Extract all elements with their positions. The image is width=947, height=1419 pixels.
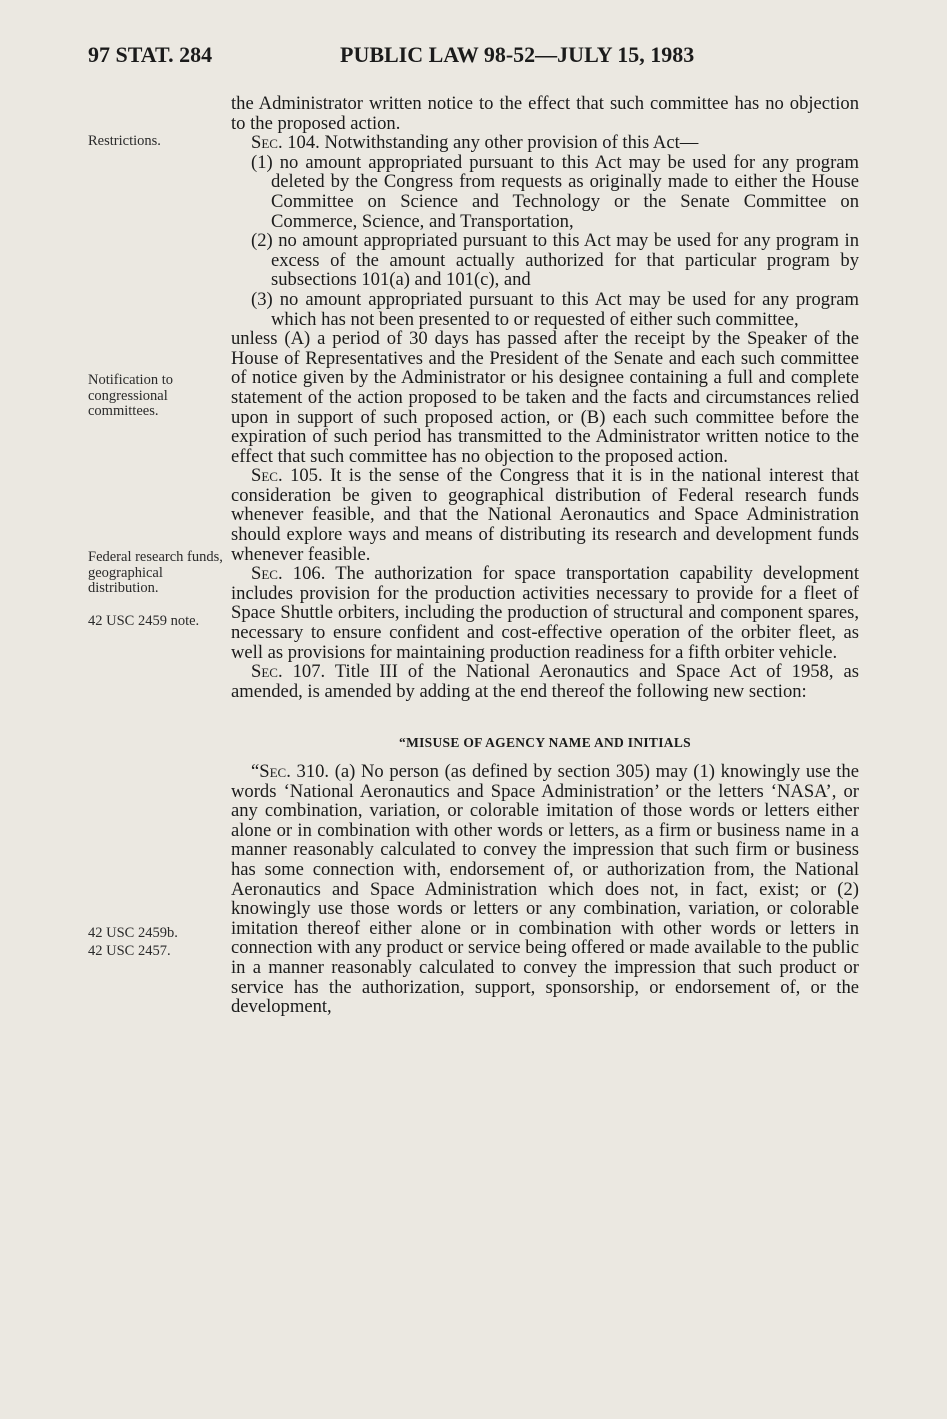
margin-note-usc-2457: 42 USC 2457. — [88, 943, 171, 959]
section-heading: “MISUSE OF AGENCY NAME AND INITIALS — [399, 735, 691, 751]
running-head — [88, 42, 859, 72]
section-107 — [231, 662, 859, 701]
margin-note-notification: Notification to congressional committees. — [88, 372, 173, 420]
section-label: Sec. — [251, 563, 283, 585]
section-label: Sec. — [251, 465, 283, 487]
section-label: Sec. — [259, 761, 291, 782]
section-104 — [231, 133, 859, 153]
section-310-text: 310. (a) No person (as defined by section 305) may (1) knowingly use the words ‘National Aeronautics and Space Administration’ or the letters ‘NASA’, or any combination, variation, or colorable imitation of those words or letters either alone or in combination with other words or letters, as a firm or business name in a manner reasonably calculated to convey the impression that such firm or business has some connection with, endorsement of, or authorization from, the National Aeronautics and Space Administration which does not, in fact, exist; or (2) knowingly use those words or letters or any combination, variation, or colorable imitation thereof either alone or in combination with other words or letters in connection with any product or service being offered or made available to the public in a manner reasonably calculated to convey the impression that such product or service has the authorization, support, sponsorship, or endorsement of, or the development, — [231, 761, 860, 1018]
section-107-text: 107. Title III of the National Aeronautics and Space Act of 1958, as amended, is amended by adding at the end thereof the following new section: — [231, 661, 859, 702]
margin-note-usc-2459b: 42 USC 2459b. — [88, 925, 178, 941]
section-106 — [231, 564, 859, 662]
open-quote: “ — [251, 761, 260, 782]
margin-note-restrictions: Restrictions. — [88, 133, 161, 149]
section-106-text: 106. The authorization for space transportation capability development includes provision for the production activities necessary to provide for a fleet of Space Shuttle orbiters, including the production of structural and component spares, necessary to ensure confident and cost-effective operation of the orbiter fleet, as well as provisions for maintaining production readiness for a fifth orbiter vehicle. — [231, 563, 859, 663]
section-104-text: 104. Notwithstanding any other provision of this Act— — [282, 132, 699, 154]
section-label: Sec. — [251, 132, 283, 154]
paragraph-unless: unless (A) a period of 30 days has passed after the receipt by the Speaker of the House of Representatives and the President of the Senate and each such committee of notice given by the Administrator or his designee containing a full and complete statement of the action proposed to be taken and the facts and circumstances relied upon in support of such proposed action, or (B) each such committee before the expiration of such period has transmitted to the Administrator written notice to the effect that such committee has no objection to the proposed action. — [231, 328, 859, 467]
section-105-text: 105. It is the sense of the Congress that it is in the national interest that consideration be given to geographical distribution of Federal research funds whenever feasible, and that the National Aeronautics and Space Administration should explore ways and means of distributing its research and development funds whenever feasible. — [231, 465, 859, 565]
list-item-3: (3) no amount appropriated pursuant to this Act may be used for any program which has not been presented to or requested of either such committee, — [251, 288, 859, 330]
paragraph-continuation: the Administrator written notice to the effect that such committee has no objection to the proposed action. — [231, 93, 859, 134]
list-item-2: (2) no amount appropriated pursuant to this Act may be used for any program in excess of the amount actually authorized for that particular program by subsections 101(a) and 101(c), and — [251, 230, 859, 291]
statute-reference: 97 STAT. 284 — [88, 42, 213, 67]
margin-note-usc-2459: 42 USC 2459 note. — [88, 613, 200, 629]
list-item-1: (1) no amount appropriated pursuant to this Act may be used for any program deleted by the Congress from requests as originally made to either the House Committee on Science and Technology or the Senate Committee on Commerce, Science, and Transportation, — [251, 151, 859, 232]
section-105 — [231, 466, 859, 564]
margin-note-federal-research: Federal research funds, geographical distribution. — [88, 549, 223, 597]
section-label: Sec. — [251, 661, 283, 683]
public-law-title: PUBLIC LAW 98-52—JULY 15, 1983 — [340, 42, 695, 67]
body-text — [231, 94, 859, 1017]
section-310 — [231, 762, 859, 1017]
